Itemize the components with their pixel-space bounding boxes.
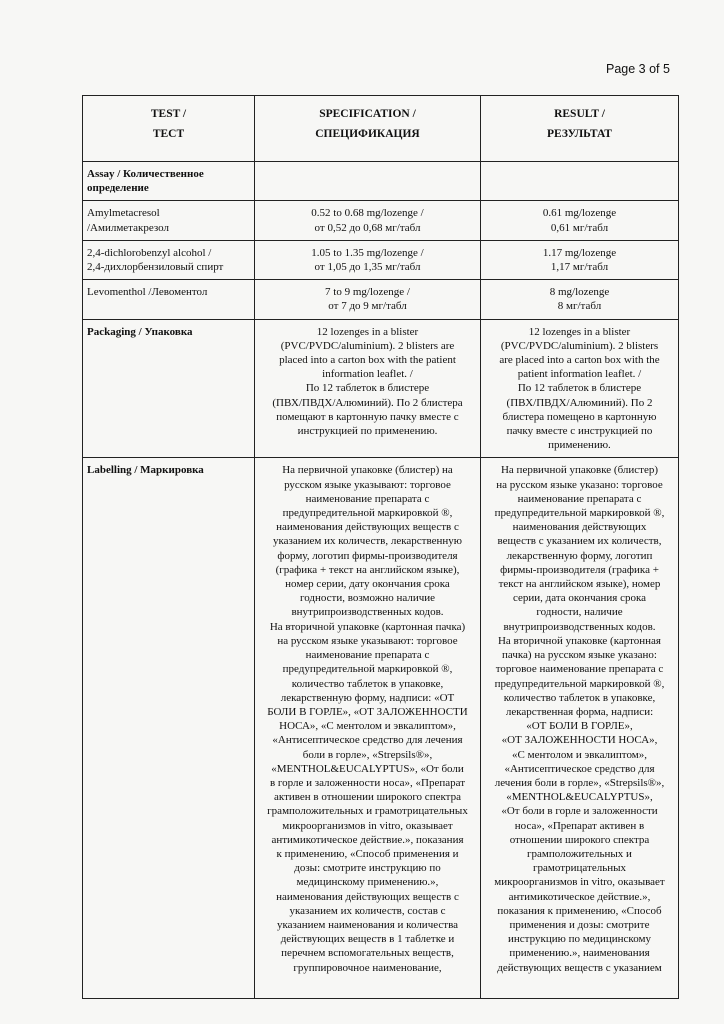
amylmetacresol-result: 0.61 mg/lozenge 0,61 мг/табл	[481, 201, 679, 240]
text-line: предупредительной маркировкой ®,	[282, 663, 453, 676]
assay-result	[481, 162, 679, 201]
labelling-test: Labelling / Маркировка	[83, 458, 255, 999]
text-line: грамположительных и грамотрицательных	[267, 805, 468, 818]
text-line: на русском языке указывают: торговое	[277, 634, 458, 647]
text-line: перечнем вспомогательных веществ,	[281, 947, 454, 960]
text-line: количество таблеток в упаковке,	[291, 677, 444, 690]
packaging-test: Packaging / Упаковка	[83, 319, 255, 458]
text-line: «ОТ БОЛИ В ГОРЛЕ»,	[526, 720, 633, 733]
text-line: лекарственную форму, надписи: «ОТ	[280, 691, 455, 704]
page-number: Page 3 of 5	[606, 62, 670, 76]
text-line: наименование препарата с	[305, 649, 430, 662]
specification-table	[82, 95, 679, 999]
row-packaging	[83, 319, 679, 458]
text-line: форму, логотип фирмы-производителя	[277, 549, 458, 562]
assay-spec	[255, 162, 481, 201]
text-line: наименования действующих веществ с	[276, 521, 459, 534]
dichlorobenzyl-test: 2,4-dichlorobenzyl alcohol / 2,4-дихлорбензиловый спирт	[83, 240, 255, 279]
text-line: НОСА», «С ментолом и эвкалиптом»,	[279, 720, 456, 733]
text-line: наименование препарата с	[517, 492, 642, 505]
text-line: боли в горле», «Strepsils®»,	[302, 748, 433, 761]
text-line: активен в отношении широкого спектра	[274, 791, 461, 804]
text-line: действующих веществ в 1 таблетке и	[280, 933, 455, 946]
labelling-spec-text	[259, 463, 476, 993]
text-line: предупредительной маркировкой ®,	[494, 507, 665, 520]
row-amylmetacresol	[83, 201, 679, 240]
text-line: указанием их количеств, лекарственную	[272, 535, 462, 548]
text-line: указанием их количеств, состав с	[289, 904, 446, 917]
text-line: грамотрицательных	[533, 862, 626, 875]
text-line: к применению, «Способ применения и	[276, 847, 459, 860]
text-line: применения и дозы: смотрите	[509, 918, 650, 931]
header-specification: SPECIFICATION / СПЕЦИФИКАЦИЯ	[255, 96, 481, 162]
text-line: применению.», наименования	[509, 947, 650, 960]
assay-test: Assay / Количественное определение	[83, 162, 255, 201]
text-line: грамположительных и	[527, 847, 632, 860]
text-line: серии, дата окончания срока	[512, 592, 647, 605]
text-line: микроорганизмов in vitro, оказывает	[282, 819, 453, 832]
text-line: На первичной упаковке (блистер) на	[282, 464, 453, 477]
text-line: лекарственную форму, логотип	[506, 549, 653, 562]
levomenthol-spec: 7 to 9 mg/lozenge / от 7 до 9 мг/табл	[255, 280, 481, 319]
text-line: «MENTHOL&EUCALYPTUS», «От боли	[271, 762, 464, 775]
text-line: антимикотическое действие.», показания	[271, 833, 464, 846]
text-line: показания к применению, «Способ	[497, 904, 662, 917]
header-test: TEST / ТЕСТ	[83, 96, 255, 162]
amylmetacresol-test: Amylmetacresol /Амилметакрезол	[83, 201, 255, 240]
text-line: веществ с указанием их количеств,	[497, 535, 662, 548]
text-line: внутрипроизводственных кодов.	[503, 620, 656, 633]
text-line: микроорганизмов in vitro, оказывает	[494, 876, 665, 889]
text-line: антимикотическое действие.»,	[508, 890, 651, 903]
text-line: внутрипроизводственных кодов.	[291, 606, 444, 619]
text-line: (графика + текст на английском языке),	[275, 563, 460, 576]
text-line: годности, наличие	[536, 606, 623, 619]
text-line: в горле и заложенности носа», «Препарат	[269, 776, 466, 789]
text-line: на русском языке указано: торговое	[496, 478, 663, 491]
text-line: БОЛИ В ГОРЛЕ», «ОТ ЗАЛОЖЕННОСТИ	[267, 705, 468, 718]
text-line: годности, возможно наличие	[299, 592, 436, 605]
text-line: указанием наименования и количества	[276, 918, 459, 931]
text-line: отношении широкого спектра	[509, 833, 650, 846]
text-line: На вторичной упаковке (картонная	[497, 634, 661, 647]
row-dichlorobenzyl	[83, 240, 679, 279]
text-line: русском языке указывают: торговое	[284, 478, 451, 491]
text-line: предупредительной маркировкой ®,	[282, 507, 453, 520]
text-line: «MENTHOL&EUCALYPTUS»,	[506, 791, 653, 804]
dichlorobenzyl-spec: 1.05 to 1.35 mg/lozenge / от 1,05 до 1,35 мг/табл	[255, 240, 481, 279]
packaging-spec: 12 lozenges in a blister (PVC/PVDC/aluminium). 2 blisters are placed into a carton box with the patient information leaflet. / По 12 таблеток в блистере (ПВХ/ПВДХ/Алюминий). По 2 блистера помещают в картонную пачку вместе с инструкцией по применению.	[255, 319, 481, 458]
row-levomenthol	[83, 280, 679, 319]
text-line: «Антисептическое средство для лечения	[272, 734, 463, 747]
header-result: RESULT / РЕЗУЛЬТАТ	[481, 96, 679, 162]
text-line: количество таблеток в упаковке,	[503, 691, 656, 704]
row-labelling	[83, 458, 679, 999]
text-line: фирмы-производителя (графика +	[500, 563, 659, 576]
text-line: На первичной упаковке (блистер)	[500, 464, 659, 477]
levomenthol-result: 8 mg/lozenge 8 мг/табл	[481, 280, 679, 319]
text-line: действующих веществ с указанием	[497, 961, 662, 974]
text-line: наименования действующих веществ с	[276, 890, 459, 903]
text-line: медицинскому применению.»,	[296, 876, 439, 889]
text-line: На вторичной упаковке (картонная пачка)	[269, 620, 466, 633]
text-line: лекарственная форма, надписи:	[505, 705, 654, 718]
text-line: дозы: смотрите инструкцию по	[294, 862, 441, 875]
text-line: номер серии, дату окончания срока	[285, 578, 450, 591]
text-line: инструкцию по медицинскому	[508, 933, 651, 946]
text-line: группировочное наименование,	[293, 961, 442, 974]
dichlorobenzyl-result: 1.17 mg/lozenge 1,17 мг/табл	[481, 240, 679, 279]
labelling-result-text	[485, 463, 674, 993]
row-assay	[83, 162, 679, 201]
labelling-result	[481, 458, 679, 999]
text-line: «От боли в горле и заложенности	[501, 805, 658, 818]
levomenthol-test: Levomenthol /Левоментол	[83, 280, 255, 319]
text-line: носа», «Препарат активен в	[514, 819, 645, 832]
packaging-result: 12 lozenges in a blister (PVC/PVDC/aluminium). 2 blisters are placed into a carton box with the patient information leaflet. / По 12 таблеток в блистере (ПВХ/ПВДХ/Алюминий). По 2 блистера помещено в картонную пачку вместе с инструкцией по применению.	[481, 319, 679, 458]
text-line: «С ментолом и эвкалиптом»,	[512, 748, 647, 761]
labelling-spec	[255, 458, 481, 999]
text-line: «Антисептическое средство для	[504, 762, 655, 775]
text-line: наименования действующих	[512, 521, 647, 534]
text-line: лечения боли в горле», «Strepsils®»,	[494, 776, 665, 789]
text-line: наименование препарата с	[305, 492, 430, 505]
text-line: торговое наименование препарата с	[495, 663, 664, 676]
text-line: «ОТ ЗАЛОЖЕННОСТИ НОСА»,	[501, 734, 658, 747]
text-line: предупредительной маркировкой ®,	[494, 677, 665, 690]
header-row	[83, 96, 679, 162]
text-line: текст на английском языке), номер	[498, 578, 661, 591]
text-line: пачка) на русском языке указано:	[502, 649, 657, 662]
amylmetacresol-spec: 0.52 to 0.68 mg/lozenge / от 0,52 до 0,68 мг/табл	[255, 201, 481, 240]
